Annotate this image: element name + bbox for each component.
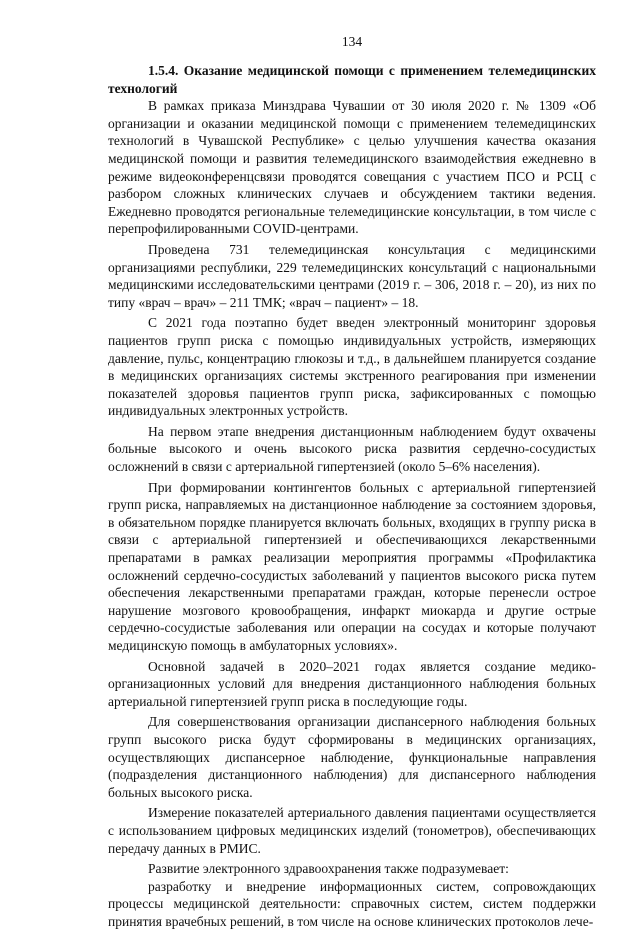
paragraph-6: Основной задачей в 2020–2021 годах является создание медико-организационных условий для внедрения дистанционного наблюдения больных артериальной гипертензией групп риска в последующие годы. — [108, 658, 596, 709]
document-page — [108, 34, 596, 931]
paragraph-10: разработку и внедрение информационных систем, сопровождающих процессы медицинской деятельности: справочных систем, систем поддержки принятия врачебных решений, в том числе на основе клинических протоколов лече- — [108, 878, 596, 929]
paragraph-7: Для совершенствования организации диспансерного наблюдения больных групп высокого риска будут сформированы в медицинских организациях, осуществляющих диспансерное наблюдение, функциональные направления (подразделения дистанционного наблюдения) для диспансерного наблюдения больных высокого риска. — [108, 714, 596, 800]
paragraph-3: С 2021 года поэтапно будет введен электронный мониторинг здоровья пациентов групп риска с помощью индивидуальных устройств, измеряющих давление, пульс, концентрацию глюкозы и т.д., в дальнейшем планируется создание в медицинских организациях системы экстренного реагирования при изменении показателей здоровья пациентов групп риска, зафиксированных с помощью индивидуальных электронных устройств. — [108, 315, 596, 419]
paragraph-4: На первом этапе внедрения дистанционным наблюдением будут охвачены больные высокого и очень высокого риска развития сердечно-сосудистых осложнений в связи с артериальной гипертензией (около 5–6% населения). — [108, 423, 596, 475]
paragraph-1: В рамках приказа Минздрава Чувашии от 30 июля 2020 г. № 1309 «Об организации и оказании медицинской помощи с применением телемедицинских технологий в Чувашской Республике» с целью улучшения качества оказания медицинской помощи и развития телемедицинского взаимодействия ежедневно в режиме видеоконференцсвязи проводятся совещания с участием ПСО и РСЦ с разбором сложных клинических случаев и обсуждением тактики ведения. Ежедневно проводятся региональные телемедицинские консультации, в том числе с перепрофилированными COVID-центрами. — [108, 98, 596, 237]
page-number: 134 — [341, 34, 363, 49]
paragraph-8: Измерение показателей артериального давления пациентами осуществляется с использованием цифровых медицинских изделий (тонометров), обеспечивающих передачу данных в РМИС. — [108, 805, 596, 856]
paragraph-5: При формировании контингентов больных с артериальной гипертензией групп риска, направляемых на дистанционное наблюдение за состоянием здоровья, в обязательном порядке планируется включать больных, входящих в группу риска в связи с артериальной гипертензией и обеспечивающихся лекарственными препаратами в рамках реализации мероприятия программы «Профилактика осложнений сердечно-сосудистых заболеваний у пациентов высокого риска путем обеспечения лекарственными препаратами граждан, которые перенесли острое нарушение мозгового кровообращения, инфаркт миокарда и другие острые сердечно-сосудистые заболевания или операции на сосудах и которые получают медицинскую помощь в амбулаторных условиях». — [108, 479, 596, 653]
paragraph-9: Развитие электронного здравоохранения также подразумевает: — [148, 861, 509, 877]
paragraph-2: Проведена 731 телемедицинская консультация с медицинскими организациями республики, 229 телемедицинских консультаций с национальными медицинскими исследовательскими центрами (2019 г. – 306, 2018 г. – 20), из них по типу «врач – врач» – 211 ТМК; «врач – пациент» – 18. — [108, 241, 596, 310]
section-heading: 1.5.4. Оказание медицинской помощи с применением телемедицинских технологий — [108, 63, 596, 96]
